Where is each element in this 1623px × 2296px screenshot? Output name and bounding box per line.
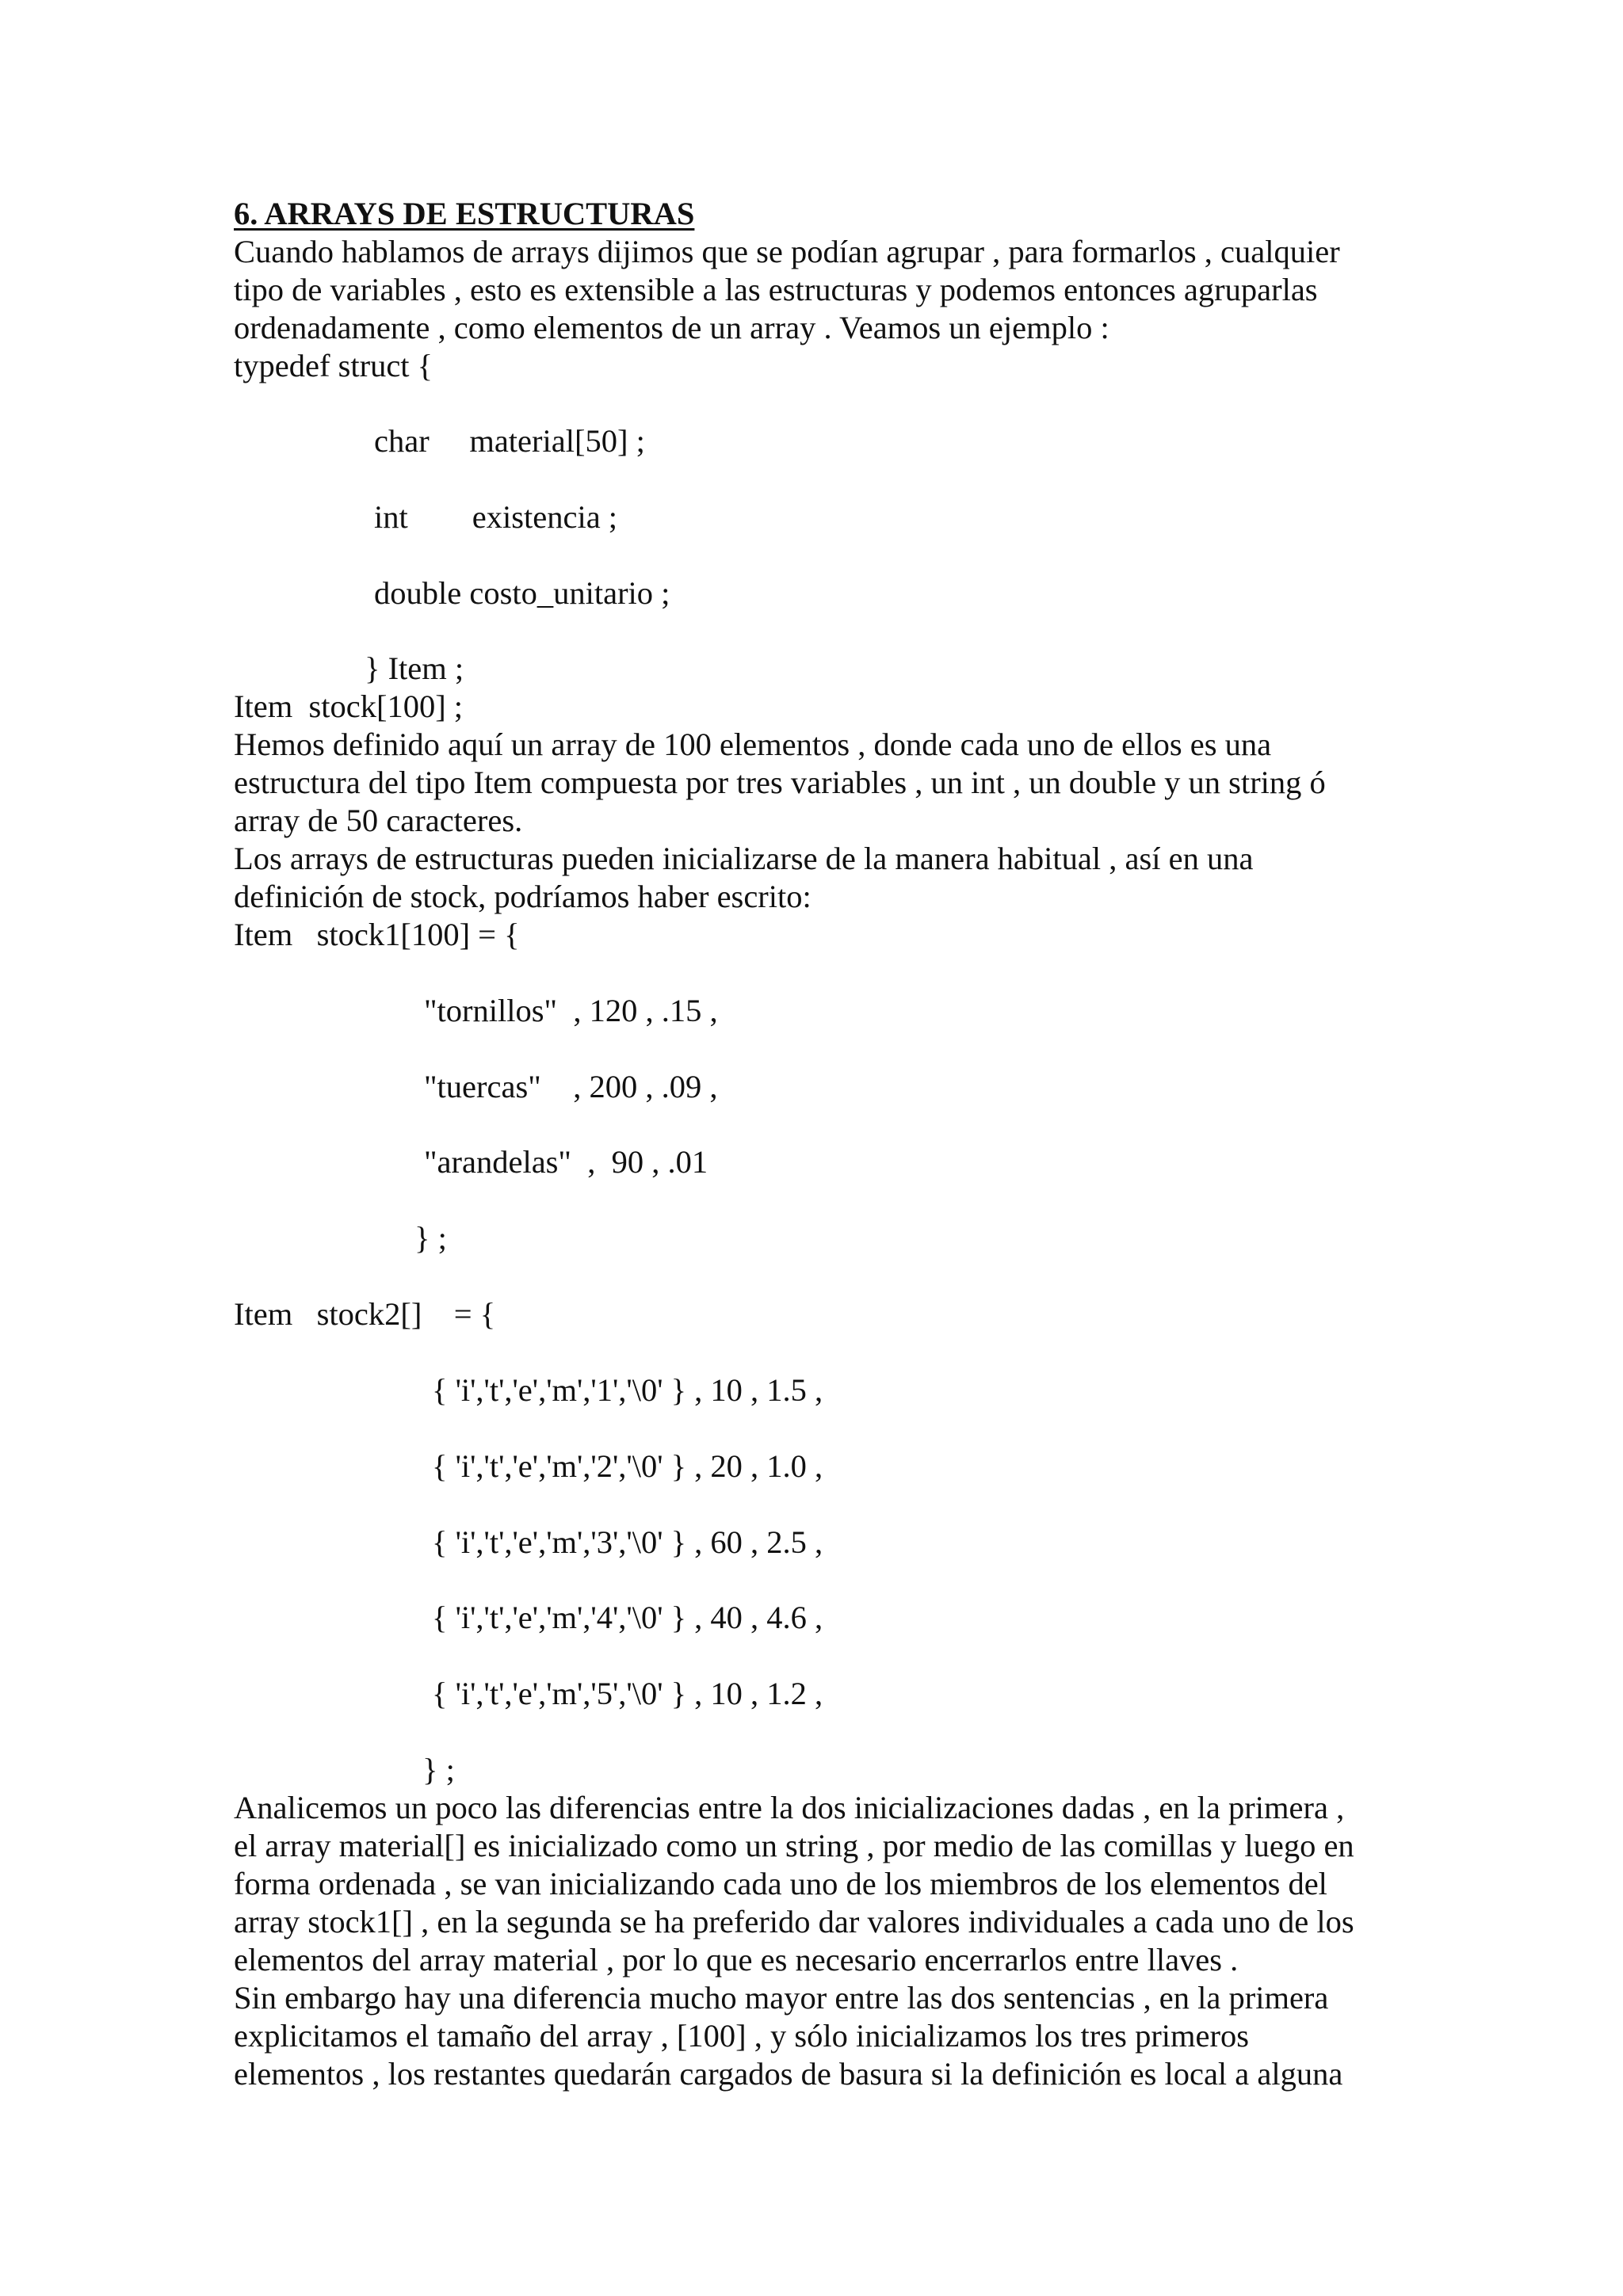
- explanation1-line-1: Hemos definido aquí un array de 100 elementos , donde cada uno de ellos es una: [234, 727, 1272, 762]
- analysis1-line-1: Analicemos un poco las diferencias entre la dos inicializaciones dadas , en la primera ,: [234, 1790, 1345, 1825]
- code-field-material: char material[50] ;: [374, 423, 645, 459]
- code-stock1-row-1: "tornillos" , 120 , .15 ,: [424, 993, 718, 1028]
- analysis1-line-2: el array material[] es inicializado como un string , por medio de las comillas y luego en: [234, 1828, 1354, 1863]
- code-stock2-open: Item stock2[] = {: [234, 1296, 496, 1332]
- analysis2-line-1: Sin embargo hay una diferencia mucho mayor entre las dos sentencias , en la primera: [234, 1980, 1329, 2016]
- code-field-costo: double costo_unitario ;: [374, 575, 670, 611]
- explanation2-line-1: Los arrays de estructuras pueden inicializarse de la manera habitual , así en una: [234, 841, 1254, 876]
- code-stock1-open: Item stock1[100] = {: [234, 917, 520, 952]
- analysis1-line-4: array stock1[] , en la segunda se ha preferido dar valores individuales a cada uno de los: [234, 1904, 1354, 1939]
- code-field-existencia: int existencia ;: [374, 499, 618, 535]
- analysis2-line-2: explicitamos el tamaño del array , [100] , y sólo inicializamos los tres primeros: [234, 2018, 1250, 2054]
- analysis1-line-3: forma ordenada , se van inicializando cada uno de los miembros de los elementos del: [234, 1866, 1327, 1901]
- code-stock1-row-3: "arandelas" , 90 , .01: [424, 1144, 708, 1180]
- code-stock-declaration: Item stock[100] ;: [234, 688, 464, 724]
- code-stock1-row-2: "tuercas" , 200 , .09 ,: [424, 1069, 718, 1104]
- code-stock1-close: } ;: [414, 1220, 447, 1256]
- intro-line-3: ordenadamente , como elementos de un array . Veamos un ejemplo :: [234, 310, 1109, 345]
- code-stock2-row-5: { 'i','t','e','m','5','\0' } , 10 , 1.2 ,: [432, 1676, 823, 1711]
- explanation1-line-2: estructura del tipo Item compuesta por tres variables , un int , un double y un string ó: [234, 765, 1326, 800]
- explanation2-line-2: definición de stock, podríamos haber escrito:: [234, 879, 812, 914]
- analysis2-line-3: elementos , los restantes quedarán cargados de basura si la definición es local a alguna: [234, 2056, 1343, 2092]
- intro-line-1: Cuando hablamos de arrays dijimos que se podían agrupar , para formarlos , cualquier: [234, 234, 1340, 269]
- analysis1-line-5: elementos del array material , por lo que es necesario encerrarlos entre llaves .: [234, 1942, 1239, 1978]
- intro-line-2: tipo de variables , esto es extensible a las estructuras y podemos entonces agruparlas: [234, 272, 1318, 307]
- code-stock2-row-4: { 'i','t','e','m','4','\0' } , 40 , 4.6 ,: [432, 1600, 823, 1635]
- explanation1-line-3: array de 50 caracteres.: [234, 803, 523, 838]
- code-stock2-row-1: { 'i','t','e','m','1','\0' } , 10 , 1.5 ,: [432, 1372, 823, 1408]
- code-stock2-row-2: { 'i','t','e','m','2','\0' } , 20 , 1.0 ,: [432, 1448, 823, 1484]
- code-stock2-close: } ;: [422, 1752, 455, 1787]
- code-typedef-close: } Item ;: [365, 650, 464, 686]
- code-typedef-open: typedef struct {: [234, 348, 433, 383]
- section-heading: 6. ARRAYS DE ESTRUCTURAS: [234, 196, 695, 231]
- code-stock2-row-3: { 'i','t','e','m','3','\0' } , 60 , 2.5 ,: [432, 1524, 823, 1560]
